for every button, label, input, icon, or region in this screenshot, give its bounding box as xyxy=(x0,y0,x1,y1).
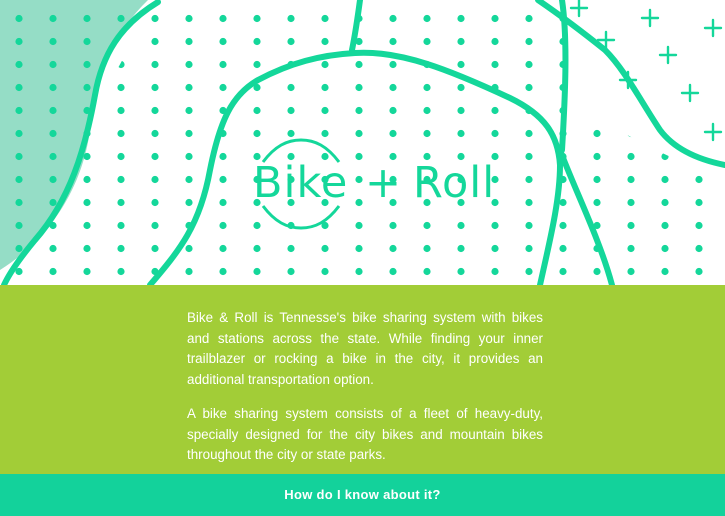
intro-copy xyxy=(187,308,543,480)
intro-paragraph-2: A bike sharing system consists of a fleet of heavy-duty, specially designed for the city bikes and mountain bikes throughout the city or state parks. xyxy=(187,406,543,462)
footer-bar xyxy=(0,474,725,516)
logo-word-roll: Roll xyxy=(413,158,496,208)
logo-word-bike: Bike xyxy=(253,158,349,208)
bike-and-roll-logo xyxy=(253,138,513,230)
intro-paragraph-1: Bike & Roll is Tennesse's bike sharing system with bikes and stations across the state. While finding your inner trailblazer or rocking a bike in the city, it provides an additional transportation option. xyxy=(187,310,543,387)
intro-band xyxy=(0,285,725,474)
how-do-i-know-link[interactable]: How do I know about it? xyxy=(284,487,441,502)
logo-plus-sign: + xyxy=(365,158,403,208)
